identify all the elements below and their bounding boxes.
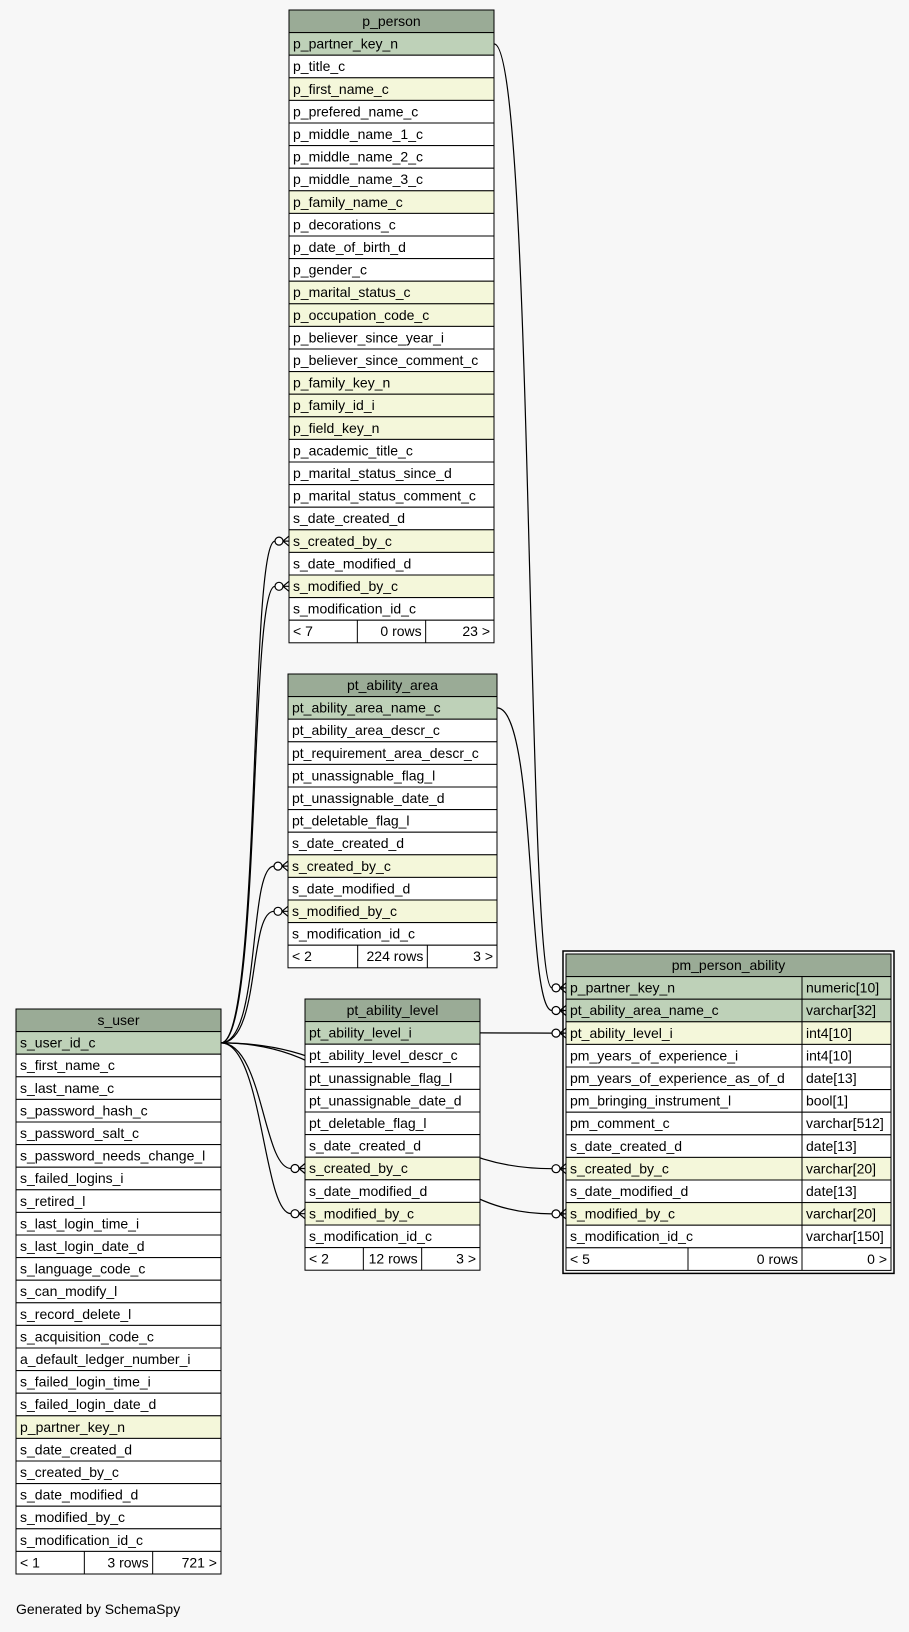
column-name: s_created_by_c <box>20 1464 119 1480</box>
children-count: 0 > <box>867 1250 887 1267</box>
column-row-pt_ability_level_descr_c[interactable] <box>305 1044 480 1067</box>
table-pm_person_ability[interactable] <box>563 951 894 1273</box>
column-name: p_middle_name_1_c <box>293 126 423 142</box>
column-type: varchar[20] <box>806 1160 877 1177</box>
children-count: 3 > <box>473 948 493 965</box>
column-name: s_failed_login_date_d <box>20 1396 157 1413</box>
column-row-pt_deletable_flag_l[interactable] <box>288 810 497 833</box>
children-count: 3 > <box>456 1250 476 1267</box>
column-row-s_can_modify_l[interactable] <box>16 1280 221 1303</box>
column-row-p_marital_status_comment_c[interactable] <box>289 485 494 508</box>
column-name: s_can_modify_l <box>20 1283 118 1300</box>
column-row-s_created_by_c[interactable] <box>305 1157 480 1180</box>
column-name: s_date_modified_d <box>292 880 411 897</box>
edge-path <box>494 44 552 988</box>
column-name: s_date_modified_d <box>309 1182 428 1199</box>
column-row-p_marital_status_since_d[interactable] <box>289 462 494 485</box>
column-row-p_family_key_n[interactable] <box>289 372 494 395</box>
column-row-s_first_name_c[interactable] <box>16 1054 221 1077</box>
edge-path <box>221 1043 291 1214</box>
column-row-s_user_id_c[interactable] <box>16 1032 221 1055</box>
column-name: s_password_needs_change_l <box>20 1147 206 1164</box>
column-type: int4[10] <box>806 1047 852 1064</box>
column-name: s_user_id_c <box>20 1034 96 1051</box>
column-row-s_last_login_time_i[interactable] <box>16 1212 221 1235</box>
column-row-s_modification_id_c[interactable] <box>566 1225 891 1248</box>
column-row-pt_unassignable_flag_l[interactable] <box>288 764 497 787</box>
column-row-s_date_modified_d[interactable] <box>305 1180 480 1203</box>
column-name: s_date_created_d <box>292 835 405 852</box>
column-row-s_created_by_c[interactable] <box>566 1157 891 1180</box>
column-name: s_modification_id_c <box>293 600 416 617</box>
column-row-s_created_by_c[interactable] <box>16 1461 221 1484</box>
column-row-s_date_modified_d[interactable] <box>16 1484 221 1507</box>
column-row-s_modification_id_c[interactable] <box>288 923 497 946</box>
column-row-pt_unassignable_date_d[interactable] <box>288 787 497 810</box>
edge-path <box>221 586 275 1043</box>
column-name: s_failed_logins_i <box>20 1170 124 1187</box>
table-footer <box>288 945 497 968</box>
column-row-pt_ability_area_name_c[interactable] <box>288 697 497 720</box>
column-name: s_modified_by_c <box>20 1509 126 1526</box>
edge-path <box>221 866 274 1043</box>
column-row-p_gender_c[interactable] <box>289 259 494 282</box>
table-footer <box>16 1551 221 1574</box>
column-name: s_modification_id_c <box>570 1228 693 1245</box>
column-row-s_password_salt_c[interactable] <box>16 1122 221 1145</box>
column-row-s_date_modified_d[interactable] <box>288 877 497 900</box>
column-row-pt_ability_level_i[interactable] <box>305 1022 480 1045</box>
column-type: bool[1] <box>806 1092 849 1109</box>
edge-path <box>221 541 275 1043</box>
column-name: s_date_created_d <box>293 510 406 527</box>
column-name: pt_deletable_flag_l <box>292 812 410 829</box>
column-row-s_date_created_d[interactable] <box>305 1135 480 1158</box>
column-row-pt_ability_area_descr_c[interactable] <box>288 719 497 742</box>
column-row-s_language_code_c[interactable] <box>16 1258 221 1281</box>
optional-marker <box>552 1165 560 1173</box>
column-row-pt_unassignable_date_d[interactable] <box>305 1089 480 1112</box>
column-row-s_failed_login_date_d[interactable] <box>16 1393 221 1416</box>
column-row-s_modified_by_c[interactable] <box>16 1506 221 1529</box>
column-row-s_modification_id_c[interactable] <box>289 598 494 621</box>
column-row-p_middle_name_1_c[interactable] <box>289 123 494 146</box>
column-name: s_date_created_d <box>20 1441 133 1458</box>
column-name: pm_comment_c <box>570 1115 670 1132</box>
column-type: varchar[150] <box>806 1228 884 1245</box>
column-name: pt_ability_level_descr_c <box>309 1047 458 1064</box>
column-name: p_prefered_name_c <box>293 103 419 120</box>
column-row-s_date_created_d[interactable] <box>16 1438 221 1461</box>
column-row-s_password_needs_change_l[interactable] <box>16 1145 221 1168</box>
column-row-s_modification_id_c[interactable] <box>16 1529 221 1552</box>
row-count: 0 rows <box>756 1250 798 1267</box>
column-name: p_field_key_n <box>293 419 380 436</box>
column-name: pt_unassignable_date_d <box>309 1092 462 1109</box>
column-name: p_middle_name_3_c <box>293 171 423 188</box>
column-row-p_partner_key_n[interactable] <box>16 1416 221 1439</box>
relationship-edge <box>221 861 288 1043</box>
table-title: pt_ability_level <box>346 1002 439 1018</box>
column-name: p_partner_key_n <box>293 35 399 52</box>
column-name: p_marital_status_since_d <box>293 465 452 481</box>
crows-foot-marker <box>283 536 289 546</box>
relationship-edge <box>221 581 289 1043</box>
column-row-p_occupation_code_c[interactable] <box>289 304 494 327</box>
table-s_user[interactable] <box>16 1009 221 1574</box>
column-row-pm_bringing_instrument_l[interactable] <box>566 1090 891 1113</box>
column-row-p_family_name_c[interactable] <box>289 191 494 214</box>
row-count: 224 rows <box>366 948 424 965</box>
column-name: p_marital_status_c <box>293 284 411 301</box>
table-title: s_user <box>97 1012 140 1028</box>
column-name: pt_deletable_flag_l <box>309 1115 427 1131</box>
column-row-pt_unassignable_flag_l[interactable] <box>305 1067 480 1090</box>
column-name: s_modified_by_c <box>292 903 398 919</box>
column-name: p_academic_title_c <box>293 442 413 459</box>
column-name: p_decorations_c <box>293 216 396 233</box>
children-count: 23 > <box>462 623 490 640</box>
column-row-s_record_delete_l[interactable] <box>16 1303 221 1326</box>
column-name: p_family_name_c <box>293 193 403 210</box>
column-row-pm_comment_c[interactable] <box>566 1112 891 1135</box>
column-name: p_family_key_n <box>293 374 391 391</box>
column-name: p_date_of_birth_d <box>293 239 406 255</box>
column-name: a_default_ledger_number_i <box>20 1351 191 1367</box>
column-row-p_decorations_c[interactable] <box>289 213 494 236</box>
column-name: s_modification_id_c <box>292 925 415 942</box>
column-row-s_date_modified_d[interactable] <box>289 552 494 575</box>
column-name: p_family_id_i <box>293 397 375 414</box>
column-row-p_believer_since_year_i[interactable] <box>289 326 494 349</box>
optional-marker <box>552 984 560 992</box>
tables-layer <box>16 10 894 1574</box>
optional-marker <box>274 907 282 915</box>
relationship-edge <box>497 708 566 1016</box>
column-name: s_created_by_c <box>309 1160 408 1177</box>
column-name: pt_unassignable_flag_l <box>309 1069 453 1086</box>
column-row-s_created_by_c[interactable] <box>288 855 497 878</box>
column-row-s_date_modified_d[interactable] <box>566 1180 891 1203</box>
column-type: date[13] <box>806 1137 857 1154</box>
optional-marker <box>274 862 282 870</box>
column-row-s_date_created_d[interactable] <box>289 507 494 530</box>
relationship-edge <box>494 44 566 993</box>
relationship-edge <box>221 536 289 1043</box>
relationship-edge <box>221 906 288 1043</box>
row-count: 0 rows <box>380 623 422 640</box>
row-count: 12 rows <box>368 1250 418 1267</box>
column-name: p_occupation_code_c <box>293 306 430 323</box>
column-name: pm_bringing_instrument_l <box>570 1092 732 1109</box>
column-type: varchar[20] <box>806 1205 877 1222</box>
optional-marker <box>291 1210 299 1218</box>
column-name: p_marital_status_comment_c <box>293 487 476 504</box>
edge-path <box>221 911 274 1043</box>
column-row-p_field_key_n[interactable] <box>289 417 494 440</box>
column-name: s_modified_by_c <box>570 1205 676 1222</box>
table-title: pm_person_ability <box>671 957 786 973</box>
column-row-s_last_name_c[interactable] <box>16 1077 221 1100</box>
column-row-s_modified_by_c[interactable] <box>305 1202 480 1225</box>
column-row-s_last_login_date_d[interactable] <box>16 1235 221 1258</box>
parents-count: < 2 <box>309 1250 329 1267</box>
column-name: s_date_modified_d <box>20 1486 139 1503</box>
table-title: pt_ability_area <box>346 677 439 693</box>
column-name: s_created_by_c <box>570 1160 669 1177</box>
column-name: pt_ability_area_name_c <box>292 699 441 716</box>
column-name: s_password_hash_c <box>20 1102 148 1119</box>
column-row-p_partner_key_n[interactable] <box>289 33 494 56</box>
column-type: date[13] <box>806 1183 857 1199</box>
column-type: date[13] <box>806 1070 857 1086</box>
column-name: p_believer_since_year_i <box>293 329 444 346</box>
column-name: s_modification_id_c <box>20 1531 143 1548</box>
column-name: pm_years_of_experience_i <box>570 1047 739 1064</box>
column-name: s_last_login_time_i <box>20 1215 140 1232</box>
column-row-p_first_name_c[interactable] <box>289 78 494 101</box>
column-name: pm_years_of_experience_as_of_d <box>570 1070 785 1086</box>
crows-foot-marker <box>283 581 289 591</box>
optional-marker <box>275 537 283 545</box>
column-name: pt_ability_area_descr_c <box>292 722 440 739</box>
optional-marker <box>291 1165 299 1173</box>
column-row-p_partner_key_n[interactable] <box>566 977 891 1000</box>
column-name: s_date_created_d <box>309 1137 422 1154</box>
column-row-a_default_ledger_number_i[interactable] <box>16 1348 221 1371</box>
column-row-s_password_hash_c[interactable] <box>16 1099 221 1122</box>
column-row-p_marital_status_c[interactable] <box>289 281 494 304</box>
column-row-s_failed_login_time_i[interactable] <box>16 1371 221 1394</box>
table-p_person[interactable] <box>289 10 494 643</box>
column-name: s_date_created_d <box>570 1137 683 1154</box>
relationship-edge <box>221 1043 305 1219</box>
column-name: s_date_modified_d <box>570 1183 689 1199</box>
column-row-s_failed_logins_i[interactable] <box>16 1167 221 1190</box>
column-name: p_first_name_c <box>293 80 389 97</box>
column-row-pm_years_of_experience_as_of_d[interactable] <box>566 1067 891 1090</box>
column-row-pt_ability_area_name_c[interactable] <box>566 999 891 1022</box>
column-name: p_middle_name_2_c <box>293 148 423 165</box>
column-name: s_last_name_c <box>20 1079 115 1096</box>
column-row-s_modified_by_c[interactable] <box>289 575 494 598</box>
column-name: pt_requirement_area_descr_c <box>292 744 479 761</box>
table-pt_ability_level[interactable] <box>305 999 480 1270</box>
column-name: p_believer_since_comment_c <box>293 352 479 368</box>
row-count: 3 rows <box>107 1554 149 1571</box>
column-row-p_middle_name_3_c[interactable] <box>289 168 494 191</box>
column-name: s_retired_l <box>20 1192 86 1209</box>
parents-count: < 2 <box>292 948 312 965</box>
column-name: s_last_login_date_d <box>20 1238 145 1254</box>
column-name: s_modified_by_c <box>309 1205 415 1222</box>
relationship-edge <box>480 1028 566 1038</box>
optional-marker <box>552 1007 560 1015</box>
column-row-s_date_created_d[interactable] <box>566 1135 891 1158</box>
column-name: s_first_name_c <box>20 1057 115 1074</box>
column-name: pt_unassignable_flag_l <box>292 767 436 784</box>
optional-marker <box>552 1029 560 1037</box>
optional-marker <box>552 1210 560 1218</box>
column-row-p_family_id_i[interactable] <box>289 394 494 417</box>
table-footer <box>566 1248 891 1271</box>
table-footer <box>305 1248 480 1271</box>
table-pt_ability_area[interactable] <box>288 674 497 968</box>
column-type: varchar[32] <box>806 1002 877 1019</box>
column-name: pt_ability_level_i <box>570 1024 673 1041</box>
crows-foot-marker <box>282 906 288 916</box>
column-name: s_modification_id_c <box>309 1228 432 1244</box>
column-row-p_prefered_name_c[interactable] <box>289 100 494 123</box>
table-footer <box>289 620 494 643</box>
column-row-pt_ability_level_i[interactable] <box>566 1022 891 1045</box>
parents-count: < 1 <box>20 1554 40 1571</box>
column-row-s_created_by_c[interactable] <box>289 530 494 553</box>
column-name: s_failed_login_time_i <box>20 1373 151 1390</box>
column-name: pt_unassignable_date_d <box>292 790 445 806</box>
parents-count: < 7 <box>293 623 313 640</box>
column-name: p_title_c <box>293 58 346 75</box>
column-row-pt_requirement_area_descr_c[interactable] <box>288 742 497 765</box>
column-name: s_created_by_c <box>292 857 391 874</box>
column-row-p_middle_name_2_c[interactable] <box>289 146 494 169</box>
column-row-s_modification_id_c[interactable] <box>305 1225 480 1248</box>
edge-path <box>497 708 552 1011</box>
column-name: s_acquisition_code_c <box>20 1328 154 1345</box>
column-name: s_date_modified_d <box>293 555 412 572</box>
parents-count: < 5 <box>570 1250 590 1267</box>
column-name: s_modified_by_c <box>293 578 399 594</box>
column-row-pm_years_of_experience_i[interactable] <box>566 1044 891 1067</box>
column-type: numeric[10] <box>806 979 880 996</box>
relationship-edge <box>221 1043 305 1174</box>
footer-cell <box>566 1248 891 1271</box>
children-count: 721 > <box>181 1554 217 1571</box>
crows-foot-marker <box>299 1164 305 1174</box>
column-row-p_title_c[interactable] <box>289 55 494 78</box>
column-name: p_partner_key_n <box>570 979 676 996</box>
column-row-pt_deletable_flag_l[interactable] <box>305 1112 480 1135</box>
column-row-s_modified_by_c[interactable] <box>288 900 497 923</box>
column-name: s_password_salt_c <box>20 1125 140 1141</box>
column-name: s_record_delete_l <box>20 1305 132 1322</box>
generated-by-label: Generated by SchemaSpy <box>16 1601 181 1617</box>
column-type: varchar[512] <box>806 1115 884 1132</box>
column-row-s_date_created_d[interactable] <box>288 832 497 855</box>
table-title: p_person <box>362 13 421 29</box>
crows-foot-marker <box>299 1209 305 1219</box>
column-name: pt_ability_level_i <box>309 1024 412 1041</box>
column-row-p_date_of_birth_d[interactable] <box>289 236 494 259</box>
column-name: p_gender_c <box>293 261 367 278</box>
column-row-p_academic_title_c[interactable] <box>289 439 494 462</box>
column-row-s_acquisition_code_c[interactable] <box>16 1325 221 1348</box>
crows-foot-marker <box>282 861 288 871</box>
column-row-s_retired_l[interactable] <box>16 1190 221 1213</box>
column-name: p_partner_key_n <box>20 1418 126 1435</box>
column-row-p_believer_since_comment_c[interactable] <box>289 349 494 372</box>
column-name: s_language_code_c <box>20 1260 146 1277</box>
column-row-s_modified_by_c[interactable] <box>566 1203 891 1226</box>
optional-marker <box>275 582 283 590</box>
column-name: s_created_by_c <box>293 532 392 549</box>
column-name: pt_ability_area_name_c <box>570 1002 719 1019</box>
column-type: int4[10] <box>806 1024 852 1041</box>
